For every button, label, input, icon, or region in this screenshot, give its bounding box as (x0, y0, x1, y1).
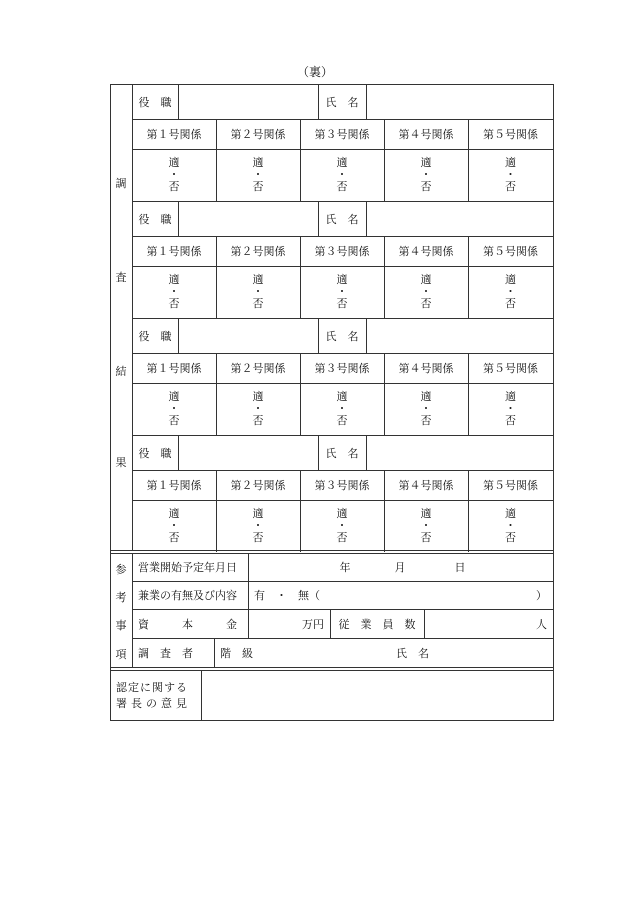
relation-header: 第３号関係 (314, 245, 370, 258)
survey-results-side-label: 果 (115, 456, 127, 469)
unsuitable-mark: 否 (505, 414, 516, 427)
yakushoku-label: 役 職 (138, 212, 172, 226)
relation-header: 第２号関係 (230, 245, 286, 258)
yakushoku-label: 役 職 (138, 95, 172, 109)
unsuitable-mark: 否 (252, 531, 264, 544)
relation-header: 第４号関係 (398, 245, 454, 258)
suitable-mark: 適 (336, 507, 348, 520)
suitable-mark: 適 (168, 156, 180, 169)
day-label: 日 (454, 561, 466, 574)
shimei-field[interactable] (366, 201, 553, 236)
employees-label: 従 業 員 数 (338, 617, 416, 631)
suitability-choice[interactable] (384, 383, 468, 435)
suitable-mark: 適 (168, 507, 180, 520)
survey-results-side-label: 調 (115, 177, 127, 190)
suitable-mark: 適 (252, 390, 264, 403)
section-double-rule-top (110, 667, 553, 668)
unsuitable-mark: 否 (252, 297, 264, 310)
separator-dot: ・ (336, 519, 348, 532)
relation-header: 第４号関係 (398, 128, 454, 141)
capital-label: 資 本 金 (138, 617, 237, 631)
unsuitable-mark: 否 (505, 531, 516, 544)
suitability-choice[interactable] (300, 500, 384, 552)
suitable-mark: 適 (252, 507, 264, 520)
suitability-choice[interactable] (300, 266, 384, 318)
unsuitable-mark: 否 (336, 180, 348, 193)
capital-field[interactable]: 万円 (302, 617, 324, 631)
unsuitable-mark: 否 (336, 531, 348, 544)
suitability-choice[interactable] (468, 500, 553, 552)
separator-dot: ・ (420, 168, 432, 181)
unsuitable-mark: 否 (420, 297, 432, 310)
yakushoku-field[interactable] (178, 84, 318, 119)
shimei-field[interactable] (366, 84, 553, 119)
suitability-choice[interactable] (300, 383, 384, 435)
month-label: 月 (394, 561, 406, 574)
yakushoku-field[interactable] (178, 201, 318, 236)
relation-header: 第５号関係 (483, 245, 538, 258)
relation-header: 第３号関係 (314, 362, 370, 375)
yakushoku-field[interactable] (178, 435, 318, 470)
section-double-rule-top (110, 550, 553, 551)
relation-header: 第１号関係 (146, 362, 202, 375)
unsuitable-mark: 否 (420, 180, 432, 193)
side-business-close-paren: ） (536, 589, 547, 602)
yakushoku-label: 役 職 (138, 329, 172, 343)
year-label: 年 (339, 561, 351, 574)
suitability-choice[interactable] (216, 149, 300, 201)
yakushoku-label: 役 職 (138, 446, 172, 460)
suitability-choice[interactable] (132, 383, 216, 435)
suitability-choice[interactable] (132, 266, 216, 318)
relation-header: 第１号関係 (146, 479, 202, 492)
separator-dot: ・ (252, 168, 264, 181)
separator-dot: ・ (336, 168, 348, 181)
relation-header: 第１号関係 (146, 128, 202, 141)
relation-header: 第２号関係 (230, 479, 286, 492)
suitable-mark: 適 (505, 507, 516, 520)
suitable-mark: 適 (252, 156, 264, 169)
side-business-choice[interactable]: 有 ・ 無（ (254, 589, 320, 602)
suitability-choice[interactable] (468, 383, 553, 435)
relation-header: 第４号関係 (398, 362, 454, 375)
reference-side-label: 考 (115, 591, 127, 604)
suitability-choice[interactable] (384, 266, 468, 318)
separator-dot: ・ (505, 285, 516, 298)
separator-dot: ・ (168, 285, 180, 298)
separator-dot: ・ (168, 519, 180, 532)
unsuitable-mark: 否 (420, 414, 432, 427)
relation-header: 第５号関係 (483, 479, 538, 492)
suitability-choice[interactable] (132, 149, 216, 201)
relation-header: 第３号関係 (314, 479, 370, 492)
suitability-choice[interactable] (384, 149, 468, 201)
yakushoku-field[interactable] (178, 318, 318, 353)
survey-results-side-label: 査 (115, 271, 127, 284)
shimei-label: 氏 名 (325, 329, 359, 343)
separator-dot: ・ (252, 402, 264, 415)
unsuitable-mark: 否 (336, 414, 348, 427)
relation-header: 第２号関係 (230, 362, 286, 375)
suitable-mark: 適 (505, 156, 516, 169)
suitable-mark: 適 (420, 507, 432, 520)
suitable-mark: 適 (336, 156, 348, 169)
relation-header: 第３号関係 (314, 128, 370, 141)
separator-dot: ・ (505, 168, 516, 181)
opinion-label-line1: 認定に関する (116, 681, 188, 694)
suitability-choice[interactable] (468, 266, 553, 318)
relation-header: 第５号関係 (483, 362, 538, 375)
investigator-label: 調 査 者 (138, 646, 193, 660)
employees-field[interactable]: 人 (536, 617, 547, 631)
unsuitable-mark: 否 (420, 531, 432, 544)
open-date-label: 営業開始予定年月日 (138, 561, 237, 574)
shimei-field[interactable] (366, 318, 553, 353)
unsuitable-mark: 否 (505, 297, 516, 310)
side-business-label: 兼業の有無及び内容 (138, 589, 237, 602)
separator-dot: ・ (168, 168, 180, 181)
separator-dot: ・ (252, 519, 264, 532)
suitability-choice[interactable] (216, 266, 300, 318)
separator-dot: ・ (168, 402, 180, 415)
suitability-choice[interactable] (300, 149, 384, 201)
unsuitable-mark: 否 (252, 180, 264, 193)
relation-header: 第２号関係 (230, 128, 286, 141)
relation-header: 第５号関係 (483, 128, 538, 141)
reference-side-label: 事 (115, 619, 127, 632)
suitable-mark: 適 (168, 390, 180, 403)
opinion-label-line2: 署長の意見 (116, 697, 191, 710)
suitable-mark: 適 (420, 390, 432, 403)
relation-header: 第１号関係 (146, 245, 202, 258)
page-heading: （裏） (296, 65, 333, 79)
separator-dot: ・ (336, 285, 348, 298)
reference-side-label: 項 (115, 648, 127, 661)
shimei-label: 氏 名 (325, 95, 359, 109)
investigator-name-label: 氏 名 (396, 646, 429, 660)
shimei-field[interactable] (366, 435, 553, 470)
suitable-mark: 適 (420, 156, 432, 169)
suitability-choice[interactable] (216, 383, 300, 435)
suitable-mark: 適 (336, 390, 348, 403)
shimei-label: 氏 名 (325, 212, 359, 226)
suitable-mark: 適 (252, 273, 264, 286)
separator-dot: ・ (505, 519, 516, 532)
unsuitable-mark: 否 (252, 414, 264, 427)
separator-dot: ・ (336, 402, 348, 415)
suitability-choice[interactable] (384, 500, 468, 552)
separator-dot: ・ (420, 285, 432, 298)
suitability-choice[interactable] (132, 500, 216, 552)
unsuitable-mark: 否 (168, 297, 180, 310)
separator-dot: ・ (252, 285, 264, 298)
separator-dot: ・ (505, 402, 516, 415)
suitable-mark: 適 (505, 390, 516, 403)
suitability-choice[interactable] (216, 500, 300, 552)
suitable-mark: 適 (336, 273, 348, 286)
opinion-field[interactable] (201, 670, 553, 720)
shimei-label: 氏 名 (325, 446, 359, 460)
unsuitable-mark: 否 (168, 531, 180, 544)
suitable-mark: 適 (505, 273, 516, 286)
suitability-choice[interactable] (468, 149, 553, 201)
separator-dot: ・ (420, 519, 432, 532)
unsuitable-mark: 否 (168, 180, 180, 193)
reference-side-label: 参 (115, 563, 127, 576)
unsuitable-mark: 否 (168, 414, 180, 427)
relation-header: 第４号関係 (398, 479, 454, 492)
unsuitable-mark: 否 (505, 180, 516, 193)
suitable-mark: 適 (420, 273, 432, 286)
unsuitable-mark: 否 (336, 297, 348, 310)
rank-label: 階 級 (220, 646, 253, 660)
separator-dot: ・ (420, 402, 432, 415)
survey-results-side-label: 結 (115, 365, 127, 378)
suitable-mark: 適 (168, 273, 180, 286)
open-date-field[interactable] (248, 553, 553, 581)
